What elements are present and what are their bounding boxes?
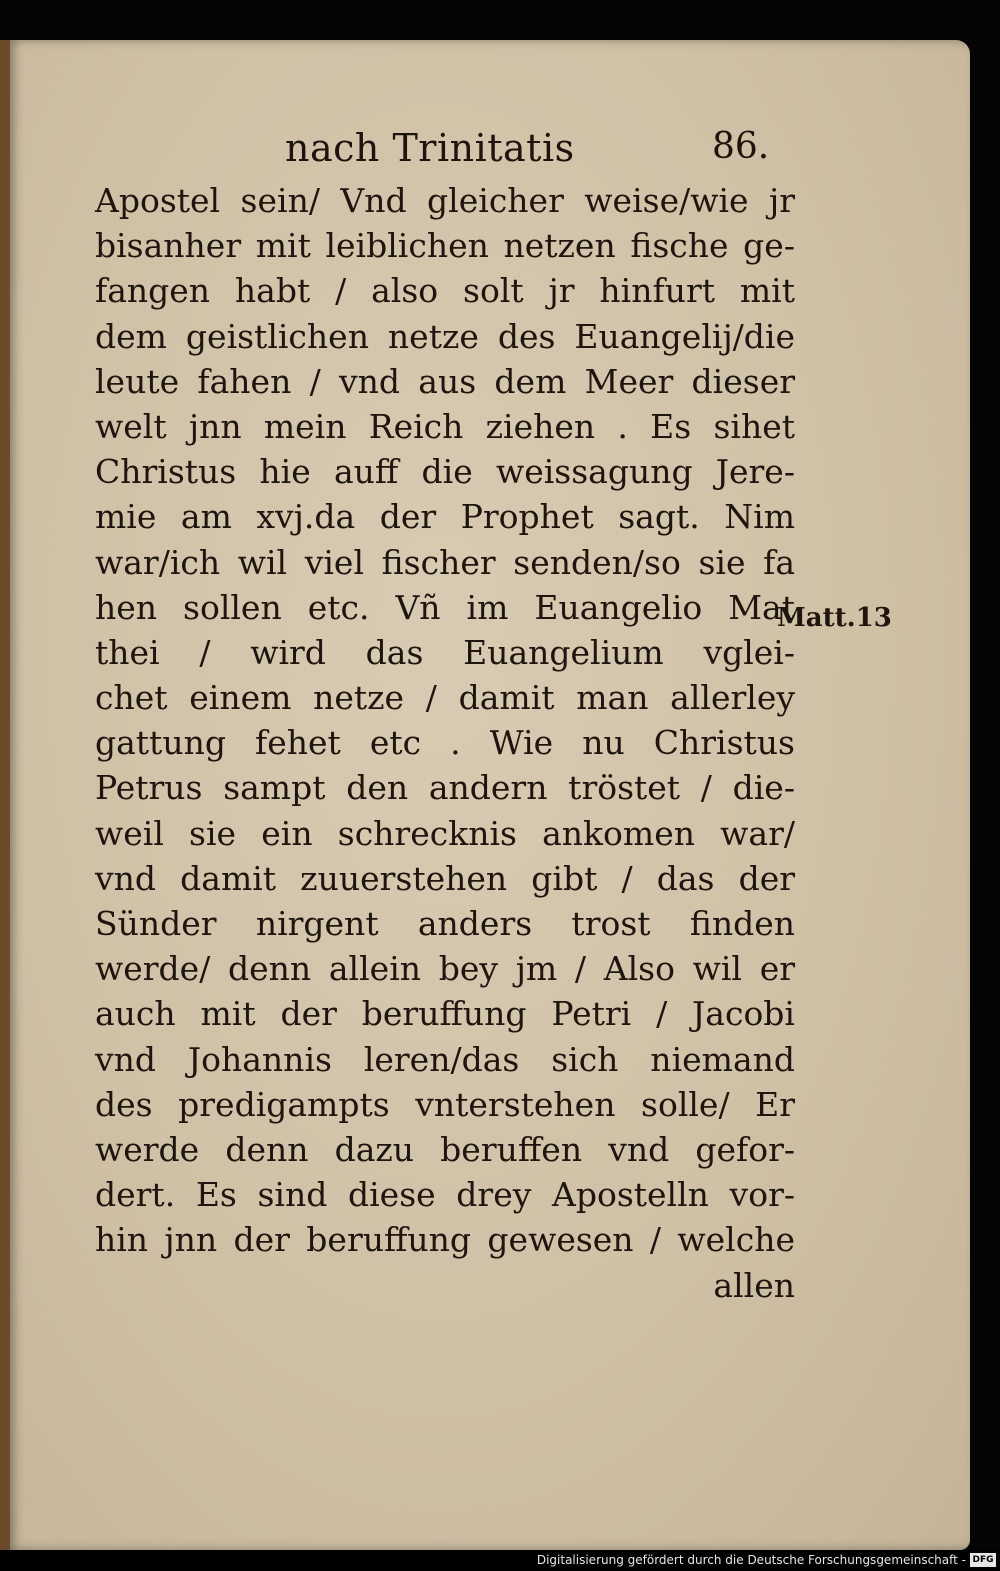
funding-credit: Digitalisierung gefördert durch die Deutsche Forschungsgemeinschaft - xyxy=(536,1553,966,1567)
page-number: 86. xyxy=(712,126,770,167)
page-binding-edge xyxy=(0,40,10,1550)
text-line: vnd Johannis leren/das sich niemand xyxy=(95,1039,795,1079)
text-line: Christus hie auff die weissagung Jere- xyxy=(95,452,795,492)
text-line: mie am xvj.da der Prophet sagt. Nim xyxy=(95,497,795,537)
body-text xyxy=(95,178,795,1308)
running-title: nach Trinitatis xyxy=(285,126,575,170)
text-line: hen sollen etc. Vñ im Euangelio Mat xyxy=(95,587,795,627)
text-line: hin jnn der beruffung gewesen / welche xyxy=(95,1220,795,1260)
text-line: werde denn dazu beruffen vnd gefor- xyxy=(95,1129,795,1169)
text-line: des predigampts vnterstehen solle/ Er xyxy=(95,1084,795,1124)
text-line: bisanher mit leiblichen netzen fische ge- xyxy=(95,226,795,266)
text-line: dert. Es sind diese drey Apostelln vor- xyxy=(95,1175,795,1215)
text-line: welt jnn mein Reich ziehen . Es sihet xyxy=(95,406,795,446)
text-line: weil sie ein schrecknis ankomen war/ xyxy=(95,813,795,853)
text-line: chet einem netze / damit man allerley xyxy=(95,678,795,718)
text-line: vnd damit zuuerstehen gibt / das der xyxy=(95,858,795,898)
text-line: Apostel sein/ Vnd gleicher weise/wie jr xyxy=(95,181,795,220)
catchword: allen xyxy=(713,1265,795,1305)
text-line: leute fahen / vnd aus dem Meer dieser xyxy=(95,361,795,401)
text-line: war/ich wil viel fischer senden/so sie fa xyxy=(95,542,795,582)
marginal-note: Matt.13 xyxy=(777,603,892,633)
text-line: thei / wird das Euangelium vglei- xyxy=(95,632,795,672)
footer-credit-bar xyxy=(0,1550,1000,1571)
dfg-logo: DFG xyxy=(970,1553,996,1567)
page-header xyxy=(0,126,1000,176)
text-line: Petrus sampt den andern tröstet / die- xyxy=(95,768,795,808)
text-line: werde/ denn allein bey jm / Also wil er xyxy=(95,949,795,989)
text-line: fangen habt / also solt jr hinfurt mit xyxy=(95,271,795,311)
text-line: dem geistlichen netze des Euangelij/die xyxy=(95,316,795,356)
text-line: auch mit der beruffung Petri / Jacobi xyxy=(95,994,795,1034)
text-line: Sünder nirgent anders trost finden xyxy=(95,904,795,943)
text-line: gattung fehet etc . Wie nu Christus xyxy=(95,723,795,763)
